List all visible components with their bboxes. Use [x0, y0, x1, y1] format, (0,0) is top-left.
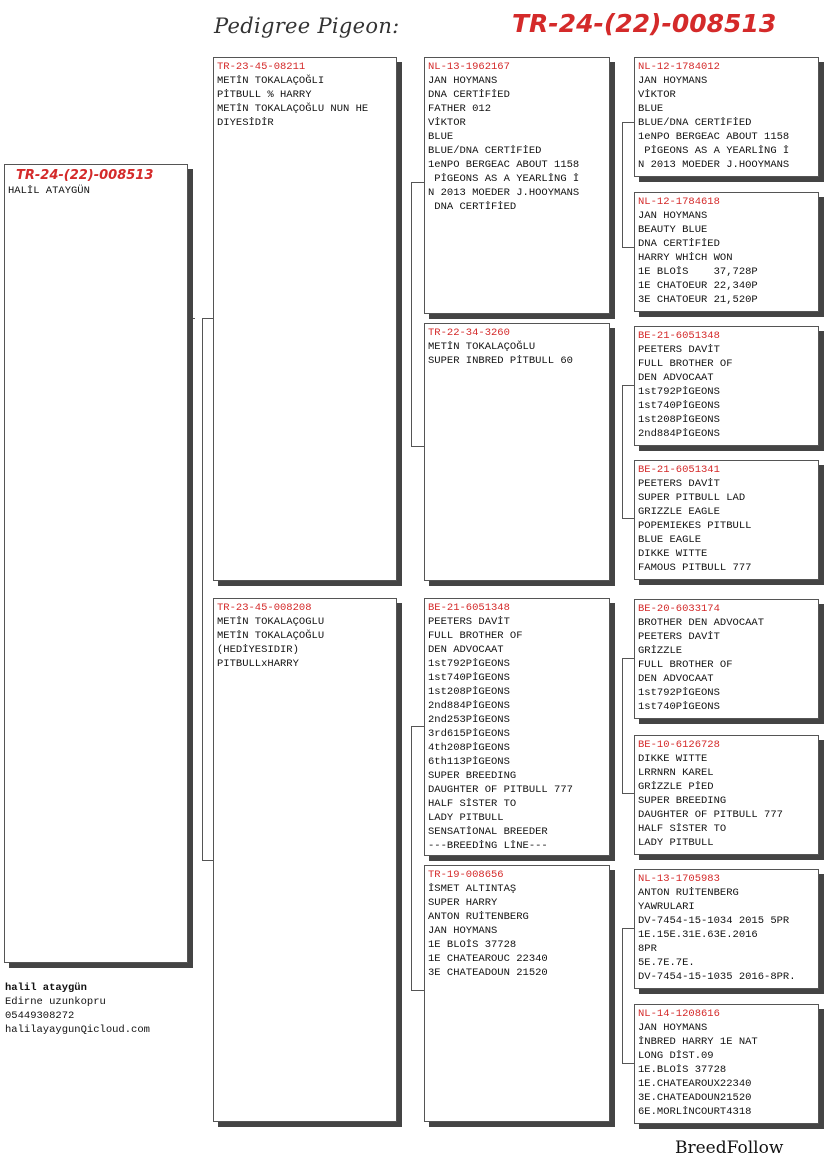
card-line: 1st740PİGEONS	[638, 701, 720, 713]
card-line: JAN HOYMANS	[638, 75, 708, 87]
connector-line	[411, 726, 424, 727]
connector-line	[411, 990, 424, 991]
card-line: N 2013 MOEDER J.HOOYMANS	[428, 187, 580, 199]
card-line: BLUE EAGLE	[638, 534, 702, 546]
dam-dam-dam-card	[634, 1004, 819, 1124]
card-line: GRİZZLE PİED	[638, 781, 714, 793]
card-line: METİN TOKALAÇOĞLI	[217, 75, 325, 87]
card-line: FULL BROTHER OF	[638, 659, 733, 671]
card-line: ---BREEDİNG LİNE---	[428, 840, 548, 852]
card-line: (HEDİYESIDIR)	[217, 644, 299, 656]
card-line: GRİZZLE	[638, 645, 683, 657]
card-line: BLUE	[638, 103, 664, 115]
card-line: 1st208PİGEONS	[428, 686, 510, 698]
card-line: METİN TOKALAÇOĞLU	[428, 341, 536, 353]
sire-card	[213, 57, 397, 581]
card-line: 5E.7E.7E.	[638, 957, 695, 969]
card-line: 1E BLOİS 37728	[428, 939, 517, 951]
dam-sire-dam-card	[634, 735, 819, 855]
ring-number: BE-10-6126728	[638, 739, 720, 751]
card-line: 6th113PİGEONS	[428, 756, 510, 768]
dam-dam-sire-card	[634, 869, 819, 989]
card-line: DAUGHTER OF PITBULL 777	[638, 809, 783, 821]
connector-line	[622, 385, 634, 386]
card-line: HALİL ATAYGÜN	[8, 185, 90, 197]
card-line: DIKKE WITTE	[638, 753, 708, 765]
card-line: ANTON RUİTENBERG	[638, 887, 739, 899]
card-line: 1st208PİGEONS	[638, 414, 720, 426]
sire-sire-card	[424, 57, 610, 314]
card-line: 1st792PİGEONS	[638, 386, 720, 398]
card-line: METİN TOKALAÇOGLU	[217, 616, 325, 628]
card-line: SUPER INBRED PİTBULL 60	[428, 355, 573, 367]
card-line: HARRY WHİCH WON	[638, 252, 733, 264]
connector-line	[622, 928, 634, 929]
card-line: DNA CERTİFİED	[428, 89, 510, 101]
card-line: BLUE/DNA CERTİFİED	[428, 145, 542, 157]
dam-sire-card	[424, 598, 610, 856]
card-line: FULL BROTHER OF	[638, 358, 733, 370]
card-line: DEN ADVOCAAT	[638, 673, 714, 685]
breeder-phone: 05449308272	[5, 1010, 75, 1022]
dam-sire-sire-card	[634, 599, 819, 719]
card-line: 2nd884PİGEONS	[428, 700, 510, 712]
card-line: HALF SİSTER TO	[428, 798, 517, 810]
card-line: 1E CHATEAROUC 22340	[428, 953, 548, 965]
card-line: 3E CHATEADOUN 21520	[428, 967, 548, 979]
card-line: FAMOUS PITBULL 777	[638, 562, 752, 574]
connector-line	[622, 793, 634, 794]
card-line: JAN HOYMANS	[638, 1022, 708, 1034]
card-line: 1E CHATOEUR 22,340P	[638, 280, 758, 292]
ring-number: TR-23-45-008208	[217, 602, 312, 614]
connector-line	[411, 446, 424, 447]
ring-number: TR-23-45-08211	[217, 61, 306, 73]
card-line: METİN TOKALAÇOĞLU	[217, 630, 325, 642]
card-line: PİGEONS AS A YEARLİNG İ	[638, 145, 790, 157]
card-line: SUPER BREEDING	[428, 770, 517, 782]
connector-line	[202, 318, 213, 319]
ring-number: TR-19-008656	[428, 869, 504, 881]
card-line: 1E.BLOİS 37728	[638, 1064, 727, 1076]
breeder-email: halilayaygunQicloud.com	[5, 1024, 150, 1036]
card-line: 2nd253PİGEONS	[428, 714, 510, 726]
card-line: FULL BROTHER OF	[428, 630, 523, 642]
card-line: 1st792PİGEONS	[638, 687, 720, 699]
ring-number: BE-21-6051348	[428, 602, 510, 614]
connector-line	[202, 318, 203, 860]
connector-line	[622, 658, 634, 659]
card-line: GRIZZLE EAGLE	[638, 506, 720, 518]
card-line: LADY PITBULL	[638, 837, 714, 849]
card-line: LONG DİST.09	[638, 1050, 714, 1062]
card-line: DV-7454-15-1035 2016-8PR.	[638, 971, 796, 983]
card-line: N 2013 MOEDER J.HOOYMANS	[638, 159, 790, 171]
connector-line	[187, 318, 195, 319]
card-line: SENSATİONAL BREEDER	[428, 826, 548, 838]
card-line: 3rd615PİGEONS	[428, 728, 510, 740]
ring-number: BE-20-6033174	[638, 603, 720, 615]
header-ring-number: TR-24-(22)-008513	[512, 9, 777, 38]
sire-sire-dam-card	[634, 192, 819, 312]
card-line: BROTHER DEN ADVOCAAT	[638, 617, 765, 629]
card-line: BEAUTY BLUE	[638, 224, 708, 236]
ring-number: NL-12-1784012	[638, 61, 720, 73]
card-line: İNBRED HARRY 1E NAT	[638, 1036, 758, 1048]
card-line: VİKTOR	[428, 117, 466, 129]
sire-dam-dam-card	[634, 460, 819, 580]
ring-number: BE-21-6051341	[638, 464, 720, 476]
card-line: PİGEONS AS A YEARLİNG İ	[428, 173, 580, 185]
card-line: PEETERS DAVİT	[638, 631, 720, 643]
card-line: DNA CERTİFİED	[428, 201, 517, 213]
card-line: DEN ADVOCAAT	[428, 644, 504, 656]
card-line: SUPER PITBULL LAD	[638, 492, 746, 504]
sire-dam-card	[424, 323, 610, 581]
card-line: 1E.15E.31E.63E.2016	[638, 929, 758, 941]
card-line: PİTBULL % HARRY	[217, 89, 312, 101]
card-line: 2nd884PİGEONS	[638, 428, 720, 440]
card-line: POPEMIEKES PITBULL	[638, 520, 752, 532]
breeder-city: Edirne uzunkopru	[5, 996, 106, 1008]
connector-line	[622, 1063, 634, 1064]
card-line: HALF SİSTER TO	[638, 823, 727, 835]
connector-line	[622, 247, 634, 248]
connector-line	[411, 182, 412, 446]
ring-number: NL-13-1705983	[638, 873, 720, 885]
card-line: JAN HOYMANS	[428, 75, 498, 87]
card-line: ANTON RUİTENBERG	[428, 911, 529, 923]
card-line: 4th208PİGEONS	[428, 742, 510, 754]
ring-number: NL-13-1962167	[428, 61, 510, 73]
card-line: BLUE	[428, 131, 454, 143]
card-line: DIYESİDİR	[217, 117, 274, 129]
subject-pigeon-card	[4, 164, 188, 963]
card-line: 3E.CHATEADOUN21520	[638, 1092, 752, 1104]
connector-line	[411, 726, 412, 990]
card-line: FATHER 012	[428, 103, 492, 115]
ring-number: TR-22-34-3260	[428, 327, 510, 339]
card-line: 1st740PİGEONS	[428, 672, 510, 684]
card-line: YAWRULARI	[638, 901, 695, 913]
card-line: JAN HOYMANS	[428, 925, 498, 937]
dam-card	[213, 598, 397, 1122]
card-line: 1eNPO BERGEAC ABOUT 1158	[428, 159, 580, 171]
card-line: METİN TOKALAÇOĞLU NUN HE	[217, 103, 369, 115]
connector-line	[622, 122, 634, 123]
card-line: 1st792PİGEONS	[428, 658, 510, 670]
card-line: 1st740PİGEONS	[638, 400, 720, 412]
card-line: DEN ADVOCAAT	[638, 372, 714, 384]
card-line: DNA CERTİFİED	[638, 238, 720, 250]
connector-line	[622, 658, 623, 793]
connector-line	[411, 182, 424, 183]
card-line: PEETERS DAVİT	[428, 616, 510, 628]
brand-logo-text: BreedFollow	[675, 1138, 784, 1158]
sire-sire-sire-card	[634, 57, 819, 177]
card-line: DAUGHTER OF PITBULL 777	[428, 784, 573, 796]
card-line: SUPER HARRY	[428, 897, 498, 909]
card-line: DIKKE WITTE	[638, 548, 708, 560]
dam-dam-card	[424, 865, 610, 1122]
card-line: 3E CHATOEUR 21,520P	[638, 294, 758, 306]
connector-line	[622, 518, 634, 519]
connector-line	[622, 385, 623, 518]
card-line: PITBULLxHARRY	[217, 658, 299, 670]
ring-number: BE-21-6051348	[638, 330, 720, 342]
card-line: 1eNPO BERGEAC ABOUT 1158	[638, 131, 790, 143]
connector-line	[622, 122, 623, 247]
ring-number: TR-24-(22)-008513	[16, 168, 154, 183]
card-line: 8PR	[638, 943, 657, 955]
breeder-name: halil ataygün	[5, 982, 87, 994]
card-line: BLUE/DNA CERTİFİED	[638, 117, 752, 129]
card-line: SUPER BREEDING	[638, 795, 727, 807]
card-line: VİKTOR	[638, 89, 676, 101]
card-line: LADY PITBULL	[428, 812, 504, 824]
card-line: İSMET ALTINTAŞ	[428, 883, 517, 895]
card-line: 6E.MORLİNCOURT4318	[638, 1106, 752, 1118]
card-line: LRRNRN KAREL	[638, 767, 714, 779]
card-line: DV-7454-15-1034 2015 5PR	[638, 915, 790, 927]
card-line: PEETERS DAVİT	[638, 344, 720, 356]
ring-number: NL-12-1784618	[638, 196, 720, 208]
connector-line	[202, 860, 213, 861]
card-line: 1E.CHATEAROUX22340	[638, 1078, 752, 1090]
ring-number: NL-14-1208616	[638, 1008, 720, 1020]
sire-dam-sire-card	[634, 326, 819, 446]
card-line: PEETERS DAVİT	[638, 478, 720, 490]
connector-line	[622, 928, 623, 1063]
breeder-info	[5, 981, 150, 1037]
card-line: JAN HOYMANS	[638, 210, 708, 222]
page-title: Pedigree Pigeon:	[214, 14, 400, 38]
card-line: 1E BLOİS 37,728P	[638, 266, 758, 278]
